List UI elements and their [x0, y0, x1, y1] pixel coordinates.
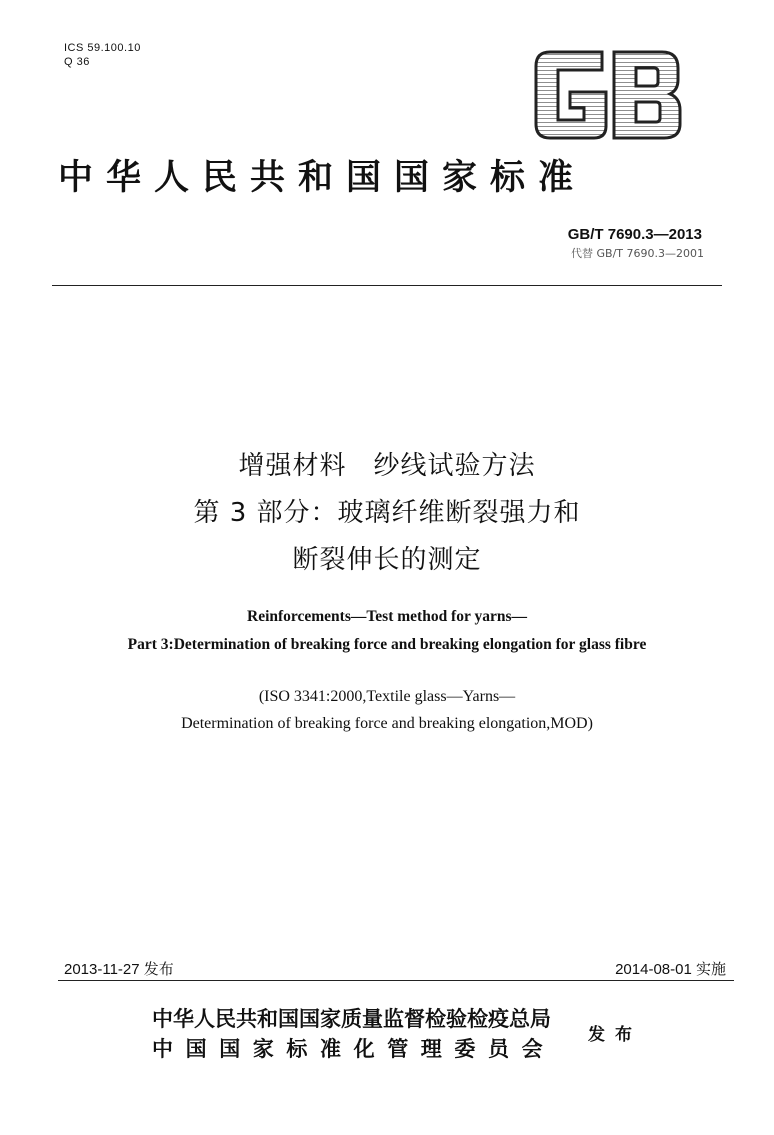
chinese-title-line-3: 断裂伸长的测定	[292, 545, 482, 575]
chinese-title-line-1: 增强材料 纱线试验方法	[238, 451, 536, 481]
header-divider	[52, 285, 722, 286]
national-standard-title: 中华人民共和国国家标准	[58, 157, 587, 198]
english-title-line-2: Part 3:Determination of breaking force and breaking elongation for glass fibre	[127, 636, 647, 653]
replaces-standard: 代替 GB/T 7690.3—2001	[571, 247, 704, 260]
issuer-aqsiq: 中华人民共和国国家质量监督检验检疫总局	[152, 1006, 551, 1031]
implementation-date: 2014-08-01 实施	[615, 961, 726, 978]
issue-action: 发布	[588, 1025, 642, 1045]
ics-code: ICS 59.100.10	[64, 42, 141, 54]
iso-reference-line-2: Determination of breaking force and breaking elongation,MOD)	[181, 715, 593, 732]
issuer-sac: 中国国家标准化管理委员会	[152, 1036, 556, 1061]
chinese-title-line-2: 第 3 部分：玻璃纤维断裂强力和	[193, 498, 581, 528]
english-title-line-1: Reinforcements—Test method for yarns—	[247, 608, 527, 625]
iso-reference-line-1: (ISO 3341:2000,Textile glass—Yarns—	[258, 688, 516, 705]
publish-date: 2013-11-27 发布	[64, 961, 174, 978]
ccs-code: Q 36	[64, 56, 90, 68]
gb-logo	[532, 46, 684, 144]
standard-number: GB/T 7690.3—2013	[567, 226, 702, 243]
footer-divider	[58, 980, 734, 981]
